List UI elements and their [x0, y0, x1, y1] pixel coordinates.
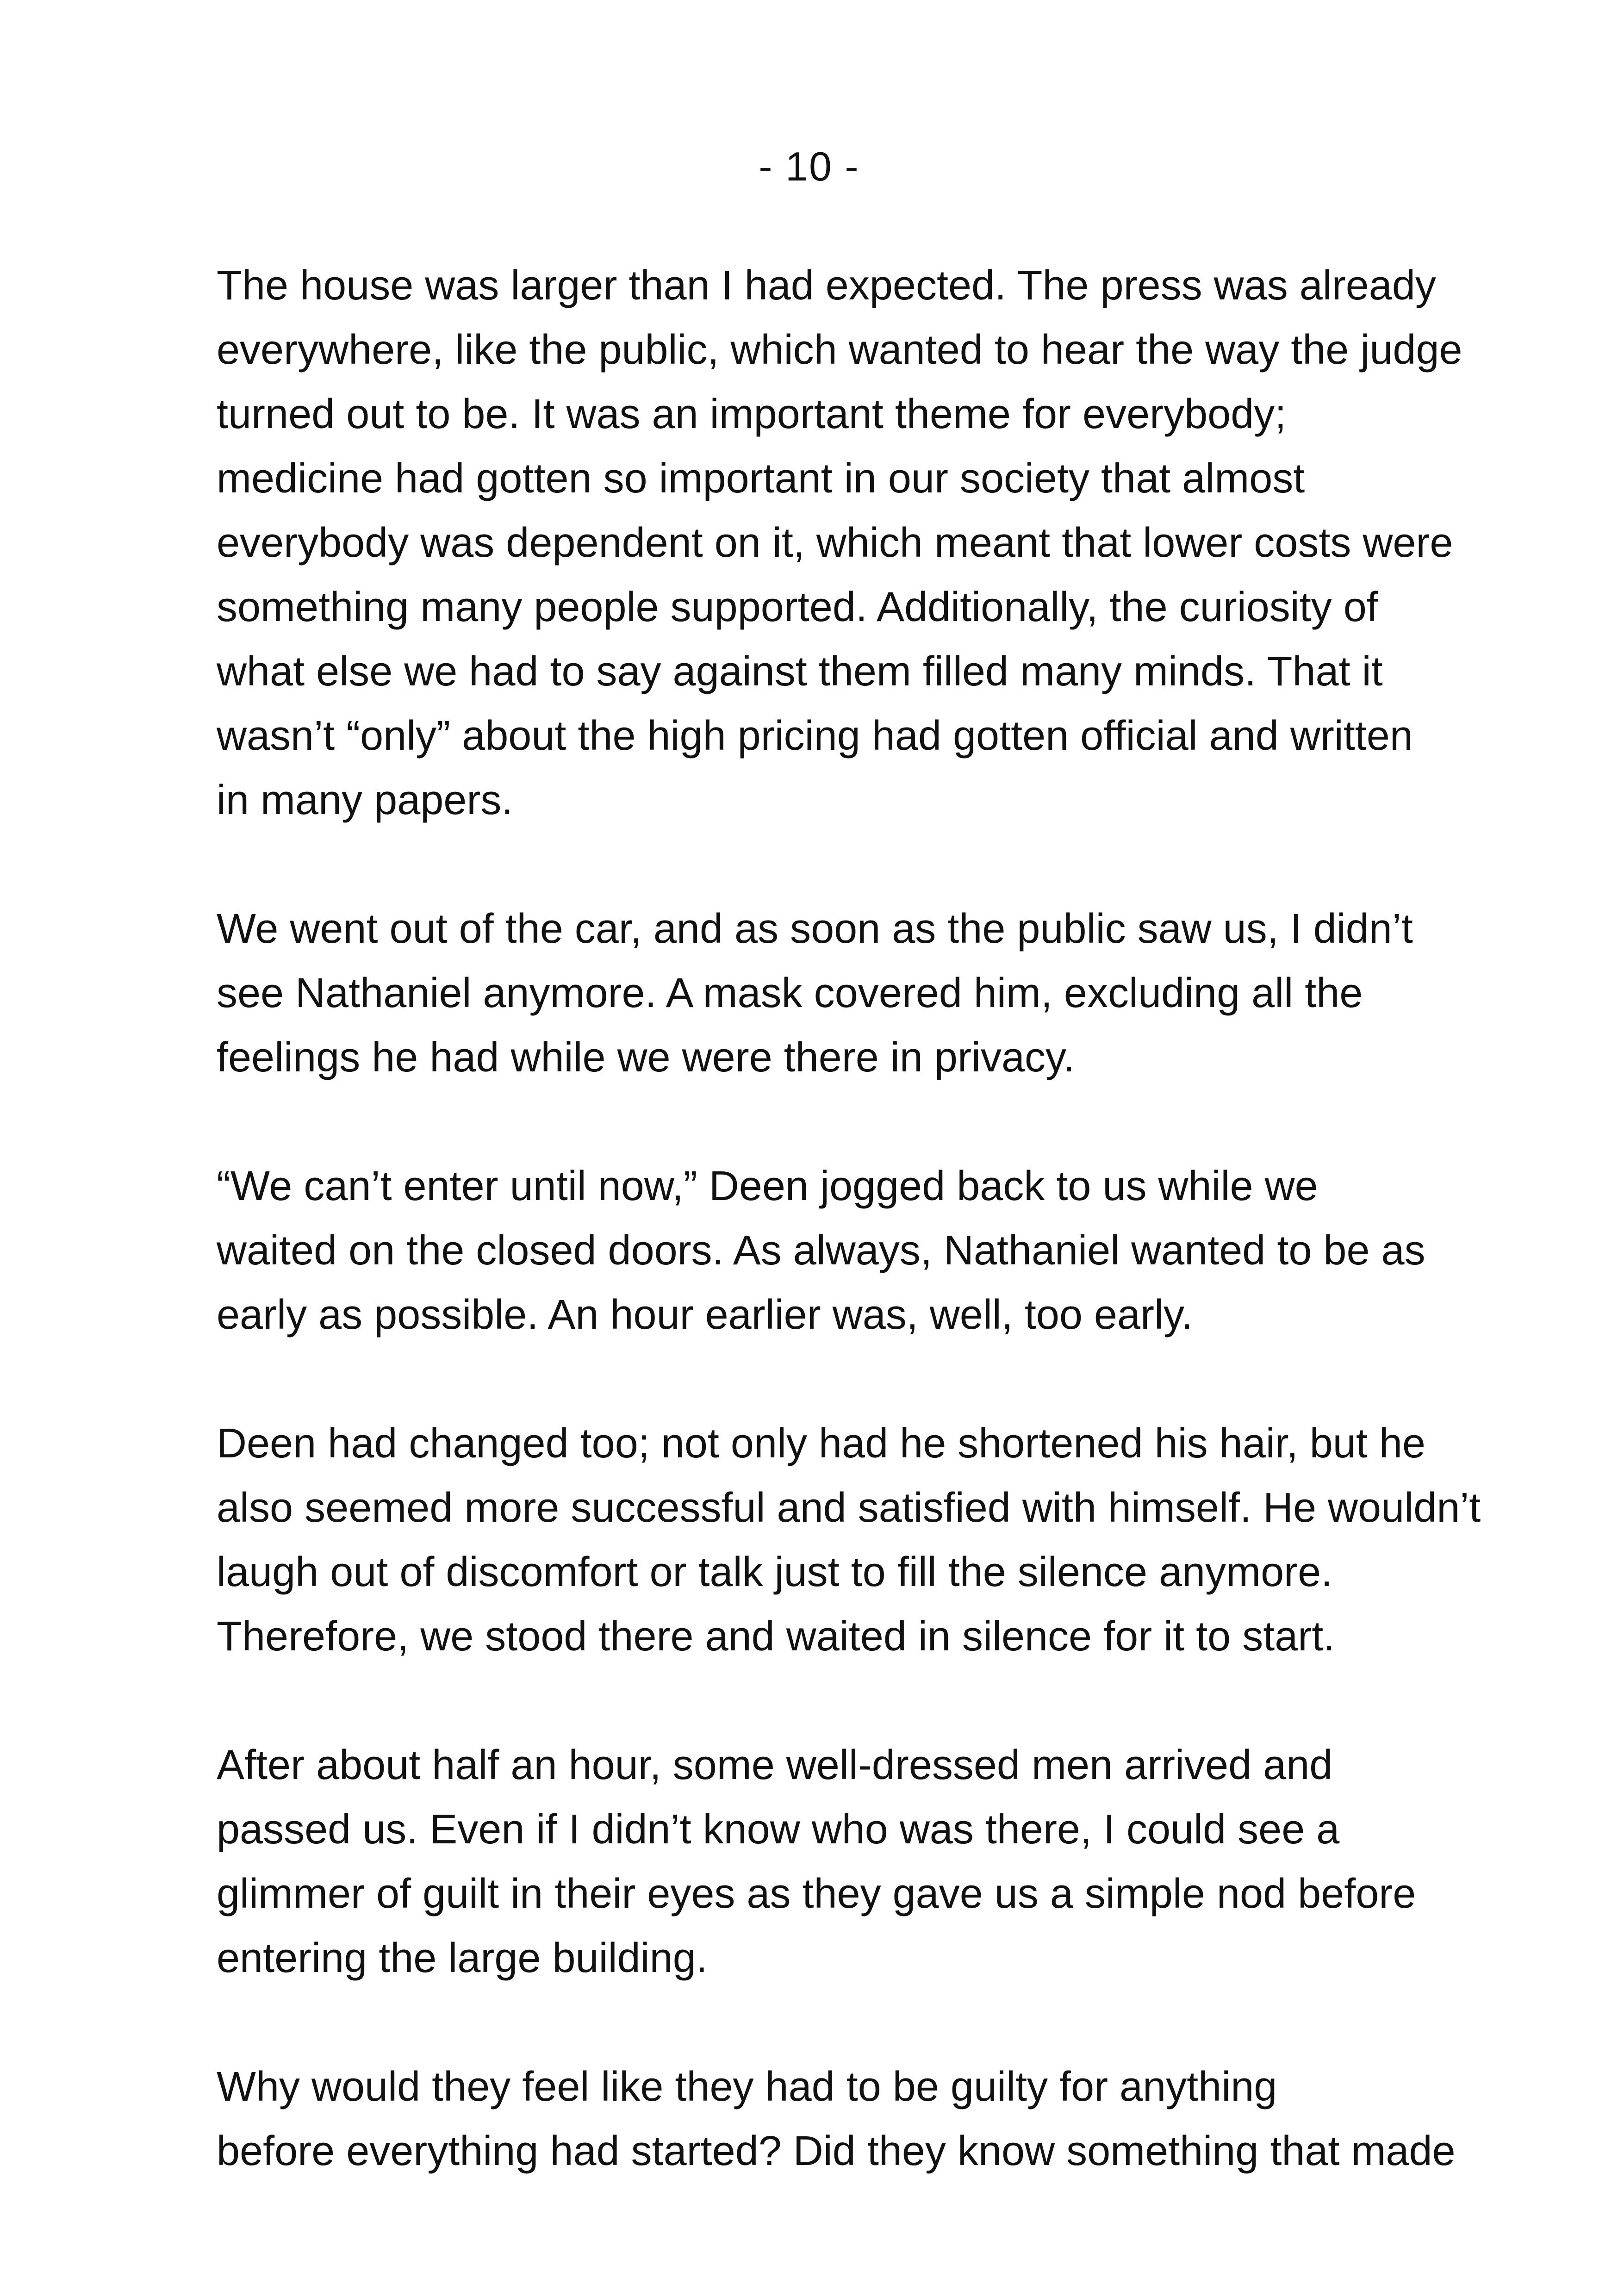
text-line: “We can’t enter until now,” Deen jogged back to us while we: [217, 1163, 1318, 1209]
text-line: The house was larger than I had expected. The press was already: [217, 262, 1436, 309]
text-line: laugh out of discomfort or talk just to fill the silence anymore.: [217, 1549, 1333, 1595]
text-line: what else we had to say against them filled many minds. That it: [217, 648, 1383, 695]
text-line: entering the large building.: [217, 1935, 708, 1981]
page-number: - 10 -: [759, 143, 859, 189]
body-text: [162, 254, 1481, 2248]
text-line: waited on the closed doors. As always, Nathaniel wanted to be as: [217, 1227, 1425, 1274]
paragraph-5: [162, 1733, 1472, 1991]
text-line: in many papers.: [217, 777, 513, 823]
paragraph-4: [162, 1412, 1481, 1669]
paragraph-3: [162, 1154, 1472, 1347]
text-line: medicine had gotten so important in our society that almost: [217, 455, 1305, 502]
text-line: Deen had changed too; not only had he shortened his hair, but he: [217, 1420, 1425, 1467]
text-line: glimmer of guilt in their eyes as they gave us a simple nod before: [217, 1871, 1416, 1917]
text-line: We went out of the car, and as soon as the public saw us, I didn’t: [217, 906, 1413, 952]
text-line: passed us. Even if I didn’t know who was there, I could see a: [217, 1806, 1340, 1853]
text-line: everybody was dependent on it, which meant that lower costs were: [217, 520, 1453, 566]
text-line: early as possible. An hour earlier was, well, too early.: [217, 1292, 1193, 1338]
paragraph-6: [162, 2055, 1472, 2184]
text-line: wasn’t “only” about the high pricing had gotten official and written: [217, 713, 1413, 759]
text-line: feelings he had while we were there in privacy.: [217, 1034, 1075, 1081]
text-line: Why would they feel like they had to be guilty for anything: [217, 2064, 1277, 2110]
text-line: turned out to be. It was an important theme for everybody;: [217, 391, 1287, 437]
paragraph-2: [162, 897, 1472, 1090]
text-line: something many people supported. Additionally, the curiosity of: [217, 584, 1378, 630]
text-line: everywhere, like the public, which wanted to hear the way the judge: [217, 327, 1462, 373]
text-line: before everything had started? Did they know something that made: [217, 2128, 1456, 2174]
text-line: Therefore, we stood there and waited in silence for it to start.: [217, 1613, 1335, 1660]
text-line: also seemed more successful and satisfied with himself. He wouldn’t: [217, 1485, 1481, 1531]
text-line: After about half an hour, some well-dressed men arrived and: [217, 1742, 1333, 1788]
text-line: see Nathaniel anymore. A mask covered him, excluding all the: [217, 970, 1363, 1016]
paragraph-1: [162, 254, 1472, 833]
